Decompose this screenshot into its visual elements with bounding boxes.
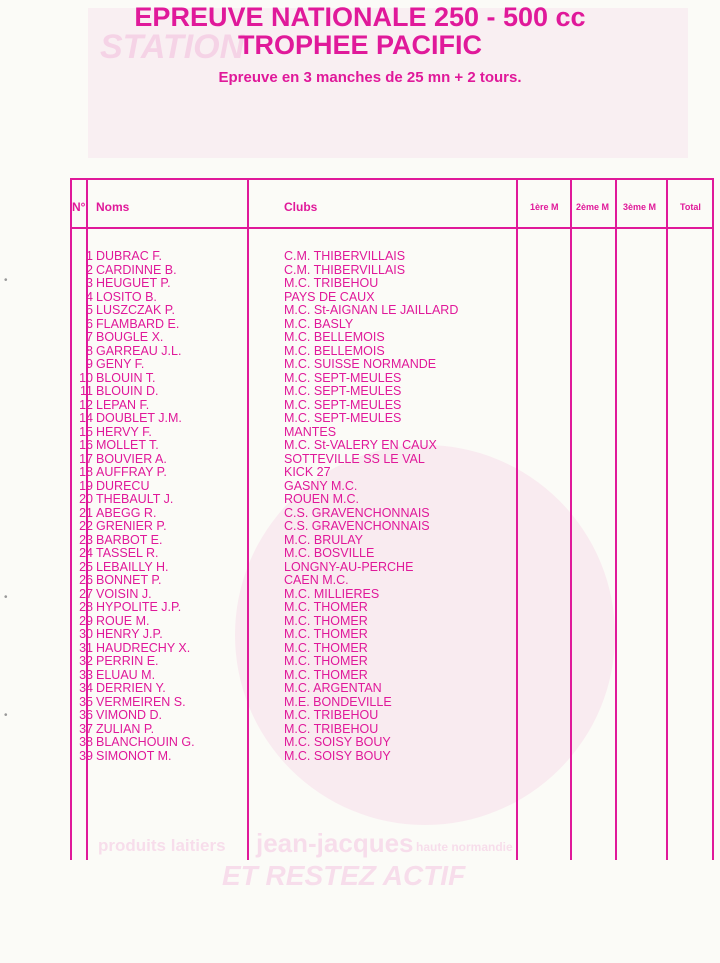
table-row bbox=[70, 372, 570, 386]
row-number: 8 bbox=[86, 343, 93, 358]
club-name: LONGNY-AU-PERCHE bbox=[284, 559, 414, 574]
competitor-name: VIMOND D. bbox=[96, 708, 162, 722]
row-number: 39 bbox=[79, 748, 93, 763]
row-number: 30 bbox=[79, 627, 93, 641]
club-name: M.C. BELLEMOIS bbox=[284, 330, 385, 344]
competitor-name: HAUDRECHY X. bbox=[96, 640, 191, 655]
table-row bbox=[70, 736, 570, 750]
row-number: 32 bbox=[79, 654, 93, 668]
competitor-name: PERRIN E. bbox=[96, 654, 159, 668]
row-number: 16 bbox=[79, 438, 93, 452]
row-number: 2 bbox=[86, 262, 93, 277]
table-row bbox=[70, 642, 570, 656]
row-number: 38 bbox=[79, 735, 93, 749]
row-number: 11 bbox=[80, 384, 93, 398]
table-row bbox=[70, 561, 570, 575]
club-name: M.C. SOISY BOUY bbox=[284, 735, 391, 749]
row-number: 20 bbox=[79, 492, 93, 506]
header-m2: 2ème M bbox=[576, 202, 610, 212]
club-name: M.C. SEPT-MEULES bbox=[284, 397, 402, 412]
table-row bbox=[70, 426, 570, 440]
club-name: M.C. THOMER bbox=[284, 600, 368, 614]
table-row bbox=[70, 453, 570, 467]
row-number: 18 bbox=[79, 465, 93, 479]
row-number: 23 bbox=[79, 532, 93, 547]
competitor-name: BOUVIER A. bbox=[96, 451, 167, 466]
page-title: EPREUVE NATIONALE 250 - 500 cc bbox=[134, 2, 586, 32]
club-name: M.C. ARGENTAN bbox=[284, 681, 382, 695]
club-name: CAEN M.C. bbox=[284, 573, 349, 587]
header-club: Clubs bbox=[284, 200, 318, 214]
competitor-name: VOISIN J. bbox=[96, 586, 152, 601]
club-name: M.C. SUISSE NORMANDE bbox=[284, 357, 437, 371]
club-name: M.C. TRIBEHOU bbox=[284, 708, 379, 722]
club-name: M.C. BELLEMOIS bbox=[284, 343, 385, 358]
margin-speck: • bbox=[4, 592, 8, 603]
row-number: 24 bbox=[79, 546, 93, 560]
club-name: M.C. TRIBEHOU bbox=[284, 276, 379, 290]
club-name: M.C. St-VALERY EN CAUX bbox=[284, 438, 437, 452]
row-number: 9 bbox=[86, 357, 93, 371]
club-name: M.C. THOMER bbox=[284, 667, 368, 682]
background-ad-produits: produits laitiers bbox=[98, 836, 226, 855]
column-divider-m3 bbox=[666, 178, 668, 860]
column-divider-m2 bbox=[615, 178, 617, 860]
table-row bbox=[70, 318, 570, 332]
row-number: 14 bbox=[79, 411, 93, 425]
competitor-name: MOLLET T. bbox=[96, 438, 159, 452]
table-row bbox=[70, 669, 570, 683]
margin-speck: • bbox=[4, 275, 8, 286]
table-row bbox=[70, 250, 570, 264]
competitor-name: ROUE M. bbox=[96, 613, 150, 628]
competitor-name: BARBOT E. bbox=[96, 532, 163, 547]
club-name: M.C. BASLY bbox=[284, 316, 354, 331]
competitor-name: DERRIEN Y. bbox=[96, 681, 166, 695]
row-number: 15 bbox=[79, 424, 93, 439]
table-row bbox=[70, 304, 570, 318]
club-name: M.C. BOSVILLE bbox=[284, 546, 375, 560]
column-divider-m1 bbox=[570, 178, 572, 860]
competitor-name: BONNET P. bbox=[96, 573, 162, 587]
club-name: C.M. THIBERVILLAIS bbox=[284, 249, 406, 263]
club-name: M.E. BONDEVILLE bbox=[284, 694, 392, 709]
club-name: M.C. THOMER bbox=[284, 613, 368, 628]
competitor-name: AUFFRAY P. bbox=[96, 465, 167, 479]
table-row bbox=[70, 601, 570, 615]
table-row bbox=[70, 412, 570, 426]
competitor-name: TASSEL R. bbox=[96, 546, 159, 560]
table-row bbox=[70, 696, 570, 710]
club-name: M.C. THOMER bbox=[284, 640, 368, 655]
club-name: M.C. TRIBEHOU bbox=[284, 721, 379, 736]
competitor-name: BLOUIN T. bbox=[96, 370, 156, 385]
row-number: 27 bbox=[79, 586, 93, 601]
row-number: 19 bbox=[79, 478, 93, 493]
table-row bbox=[70, 682, 570, 696]
row-number: 6 bbox=[86, 316, 93, 331]
row-number: 21 bbox=[79, 505, 93, 520]
table-row bbox=[70, 547, 570, 561]
table-row bbox=[70, 574, 570, 588]
table-row bbox=[70, 750, 570, 764]
header-m3: 3ème M bbox=[623, 202, 657, 212]
row-number: 37 bbox=[79, 721, 93, 736]
table-row bbox=[70, 331, 570, 345]
competitor-name: THEBAULT J. bbox=[96, 492, 174, 506]
page-subtitle-trophy: TROPHEE PACIFIC bbox=[237, 30, 482, 60]
competitor-name: GRENIER P. bbox=[96, 519, 167, 533]
club-name: SOTTEVILLE SS LE VAL bbox=[284, 451, 425, 466]
club-name: M.C. MILLIERES bbox=[284, 586, 380, 601]
row-number: 29 bbox=[79, 613, 93, 628]
race-format: Epreuve en 3 manches de 25 mn + 2 tours. bbox=[218, 69, 522, 86]
table-row bbox=[70, 399, 570, 413]
competitor-name: LUSZCZAK P. bbox=[96, 303, 175, 317]
table-row bbox=[70, 520, 570, 534]
background-ad-region: haute normandie bbox=[416, 840, 513, 854]
background-ad-station: STATION bbox=[100, 28, 245, 66]
club-name: M.C. SOISY BOUY bbox=[284, 748, 391, 763]
margin-speck: • bbox=[4, 710, 8, 721]
club-name: C.S. GRAVENCHONNAIS bbox=[284, 505, 430, 520]
row-number: 12 bbox=[79, 397, 93, 412]
competitor-name: HERVY F. bbox=[96, 424, 152, 439]
table-row bbox=[70, 277, 570, 291]
row-number: 22 bbox=[79, 519, 93, 533]
table-row bbox=[70, 628, 570, 642]
row-number: 36 bbox=[79, 708, 93, 722]
club-name: KICK 27 bbox=[284, 465, 331, 479]
club-name: ROUEN M.C. bbox=[284, 492, 359, 506]
club-name: M.C. THOMER bbox=[284, 654, 368, 668]
competitor-name: BOUGLE X. bbox=[96, 330, 164, 344]
club-name: MANTES bbox=[284, 424, 337, 439]
competitor-name: HEUGUET P. bbox=[96, 276, 171, 290]
row-number: 3 bbox=[86, 276, 93, 290]
competitor-name: GENY F. bbox=[96, 357, 145, 371]
club-name: C.S. GRAVENCHONNAIS bbox=[284, 519, 430, 533]
club-name: PAYS DE CAUX bbox=[284, 289, 375, 304]
competitor-name: HYPOLITE J.P. bbox=[96, 600, 182, 614]
table-row bbox=[70, 480, 570, 494]
row-number: 26 bbox=[79, 573, 93, 587]
row-number: 17 bbox=[79, 451, 93, 466]
competitor-name: ZULIAN P. bbox=[96, 721, 155, 736]
table-row bbox=[70, 534, 570, 548]
row-number: 7 bbox=[86, 330, 93, 344]
table-row bbox=[70, 264, 570, 278]
competitor-name: LEPAN F. bbox=[96, 397, 150, 412]
row-number: 28 bbox=[79, 600, 93, 614]
club-name: M.C. SEPT-MEULES bbox=[284, 370, 402, 385]
row-number: 25 bbox=[79, 559, 93, 574]
row-number: 1 bbox=[86, 249, 93, 263]
results-rows bbox=[70, 250, 570, 763]
competitor-name: BLANCHOUIN G. bbox=[96, 735, 195, 749]
table-row bbox=[70, 723, 570, 737]
competitor-name: HENRY J.P. bbox=[96, 627, 163, 641]
competitor-name: ELUAU M. bbox=[96, 667, 156, 682]
row-number: 4 bbox=[86, 289, 93, 304]
club-name: M.C. BRULAY bbox=[284, 532, 363, 547]
competitor-name: LOSITO B. bbox=[96, 289, 157, 304]
competitor-name: VERMEIREN S. bbox=[96, 694, 186, 709]
club-name: GASNY M.C. bbox=[284, 478, 358, 493]
table-row bbox=[70, 345, 570, 359]
competitor-name: CARDINNE B. bbox=[96, 262, 177, 277]
table-row bbox=[70, 615, 570, 629]
row-number: 35 bbox=[79, 694, 93, 709]
competitor-name: DOUBLET J.M. bbox=[96, 411, 182, 425]
competitor-name: FLAMBARD E. bbox=[96, 316, 180, 331]
row-number: 10 bbox=[79, 370, 93, 385]
competitor-name: DURECU bbox=[96, 478, 150, 493]
club-name: M.C. THOMER bbox=[284, 627, 368, 641]
header-divider bbox=[70, 227, 714, 229]
table-row bbox=[70, 291, 570, 305]
competitor-name: GARREAU J.L. bbox=[96, 343, 182, 358]
competitor-name: SIMONOT M. bbox=[96, 748, 172, 763]
header-m1: 1ère M bbox=[530, 202, 559, 212]
header-total: Total bbox=[680, 202, 701, 212]
row-number: 34 bbox=[79, 681, 93, 695]
table-row bbox=[70, 439, 570, 453]
table-row bbox=[70, 709, 570, 723]
competitor-name: DUBRAC F. bbox=[96, 249, 162, 263]
club-name: C.M. THIBERVILLAIS bbox=[284, 262, 406, 277]
club-name: M.C. SEPT-MEULES bbox=[284, 384, 402, 398]
table-row bbox=[70, 358, 570, 372]
row-number: 33 bbox=[79, 667, 93, 682]
table-row bbox=[70, 655, 570, 669]
row-number: 5 bbox=[86, 303, 93, 317]
club-name: M.C. St-AIGNAN LE JAILLARD bbox=[284, 303, 459, 317]
table-row bbox=[70, 385, 570, 399]
table-row bbox=[70, 466, 570, 480]
table-row bbox=[70, 507, 570, 521]
background-ad-brand: jean-jacques bbox=[256, 828, 414, 858]
table-row bbox=[70, 588, 570, 602]
club-name: M.C. SEPT-MEULES bbox=[284, 411, 402, 425]
header-num: N° bbox=[72, 200, 86, 214]
competitor-name: LEBAILLY H. bbox=[96, 559, 169, 574]
row-number: 31 bbox=[79, 640, 93, 655]
header-name: Noms bbox=[96, 200, 130, 214]
table-row bbox=[70, 493, 570, 507]
background-ad-slogan: ET RESTEZ ACTIF bbox=[222, 860, 466, 891]
competitor-name: ABEGG R. bbox=[96, 505, 157, 520]
competitor-name: BLOUIN D. bbox=[96, 384, 159, 398]
